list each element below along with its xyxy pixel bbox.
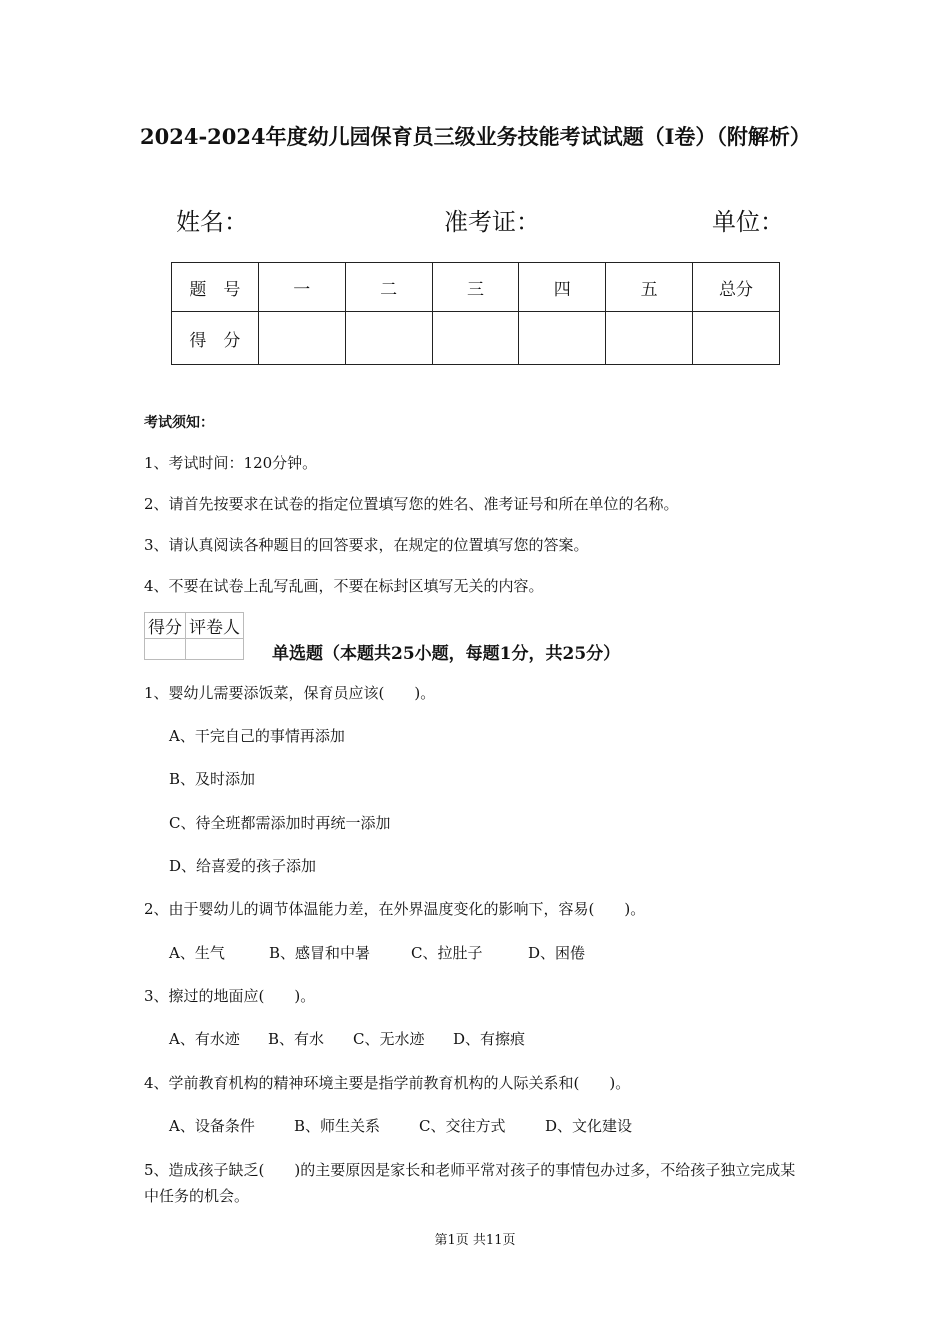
score-cell xyxy=(258,312,345,365)
score-header-cell: 总分 xyxy=(693,263,780,312)
score-row-label: 得 分 xyxy=(172,312,259,365)
question-1-option: A、干完自己的事情再添加 xyxy=(169,727,345,745)
section-title: 单选题（本题共25小题，每题1分，共25分） xyxy=(272,644,621,664)
name-label: 姓名： xyxy=(176,208,248,236)
question-3-option: B、有水 xyxy=(268,1030,325,1048)
notice-item: 4、不要在试卷上乱写乱画，不要在标封区填写无关的内容。 xyxy=(144,577,544,595)
score-cell xyxy=(519,312,606,365)
question-4-option: C、交往方式 xyxy=(419,1117,506,1135)
score-header-cell: 四 xyxy=(519,263,606,312)
notice-heading: 考试须知： xyxy=(144,415,214,431)
question-2-option: C、拉肚子 xyxy=(411,944,483,962)
question-2-stem: 2、由于婴幼儿的调节体温能力差，在外界温度变化的影响下，容易( )。 xyxy=(144,900,646,918)
question-3-stem: 3、擦过的地面应( )。 xyxy=(144,987,316,1005)
page-footer: 第1页 共11页 xyxy=(434,1233,516,1248)
notice-item: 2、请首先按要求在试卷的指定位置填写您的姓名、准考证号和所在单位的名称。 xyxy=(144,495,679,513)
question-5-stem: 5、造成孩子缺乏( )的主要原因是家长和老师平常对孩子的事情包办过多，不给孩子独立完成某中任务的机会。 xyxy=(144,1161,796,1205)
question-1-option: D、给喜爱的孩子添加 xyxy=(169,857,317,875)
score-table-header-row xyxy=(172,263,780,312)
page-title: 2024-2024年度幼儿园保育员三级业务技能考试试题（I卷）（附解析） xyxy=(140,124,811,149)
score-header-cell: 一 xyxy=(258,263,345,312)
exam-id-label: 准考证： xyxy=(444,208,540,236)
question-4-option: A、设备条件 xyxy=(169,1117,255,1135)
grader-reviewer-cell xyxy=(186,639,244,660)
question-2-option: A、生气 xyxy=(169,944,225,962)
score-table-score-row xyxy=(172,312,780,365)
question-1-option: B、及时添加 xyxy=(169,770,256,788)
question-4-stem: 4、学前教育机构的精神环境主要是指学前教育机构的人际关系和( )。 xyxy=(144,1074,631,1092)
question-4-option: D、文化建设 xyxy=(545,1117,633,1135)
unit-label: 单位： xyxy=(712,208,784,236)
grader-score-label: 得分 xyxy=(145,613,186,639)
question-4-option: B、师生关系 xyxy=(294,1117,381,1135)
question-1-stem: 1、婴幼儿需要添饭菜，保育员应该( )。 xyxy=(144,684,436,702)
notice-item: 1、考试时间：120分钟。 xyxy=(144,454,318,472)
score-cell xyxy=(693,312,780,365)
score-cell xyxy=(345,312,432,365)
score-header-cell: 三 xyxy=(432,263,519,312)
score-header-cell: 二 xyxy=(345,263,432,312)
grader-score-cell xyxy=(145,639,186,660)
question-2-option: B、感冒和中暑 xyxy=(269,944,371,962)
score-table xyxy=(171,262,780,365)
grader-reviewer-label: 评卷人 xyxy=(186,613,244,639)
question-3-option: D、有擦痕 xyxy=(453,1030,526,1048)
score-cell xyxy=(432,312,519,365)
question-1-option: C、待全班都需添加时再统一添加 xyxy=(169,814,391,832)
question-3-option: A、有水迹 xyxy=(169,1030,240,1048)
score-cell xyxy=(606,312,693,365)
notice-item: 3、请认真阅读各种题目的回答要求，在规定的位置填写您的答案。 xyxy=(144,536,589,554)
grader-box xyxy=(144,612,244,660)
score-header-cell: 五 xyxy=(606,263,693,312)
score-header-cell: 题 号 xyxy=(172,263,259,312)
question-3-option: C、无水迹 xyxy=(353,1030,425,1048)
question-2-option: D、困倦 xyxy=(528,944,586,962)
